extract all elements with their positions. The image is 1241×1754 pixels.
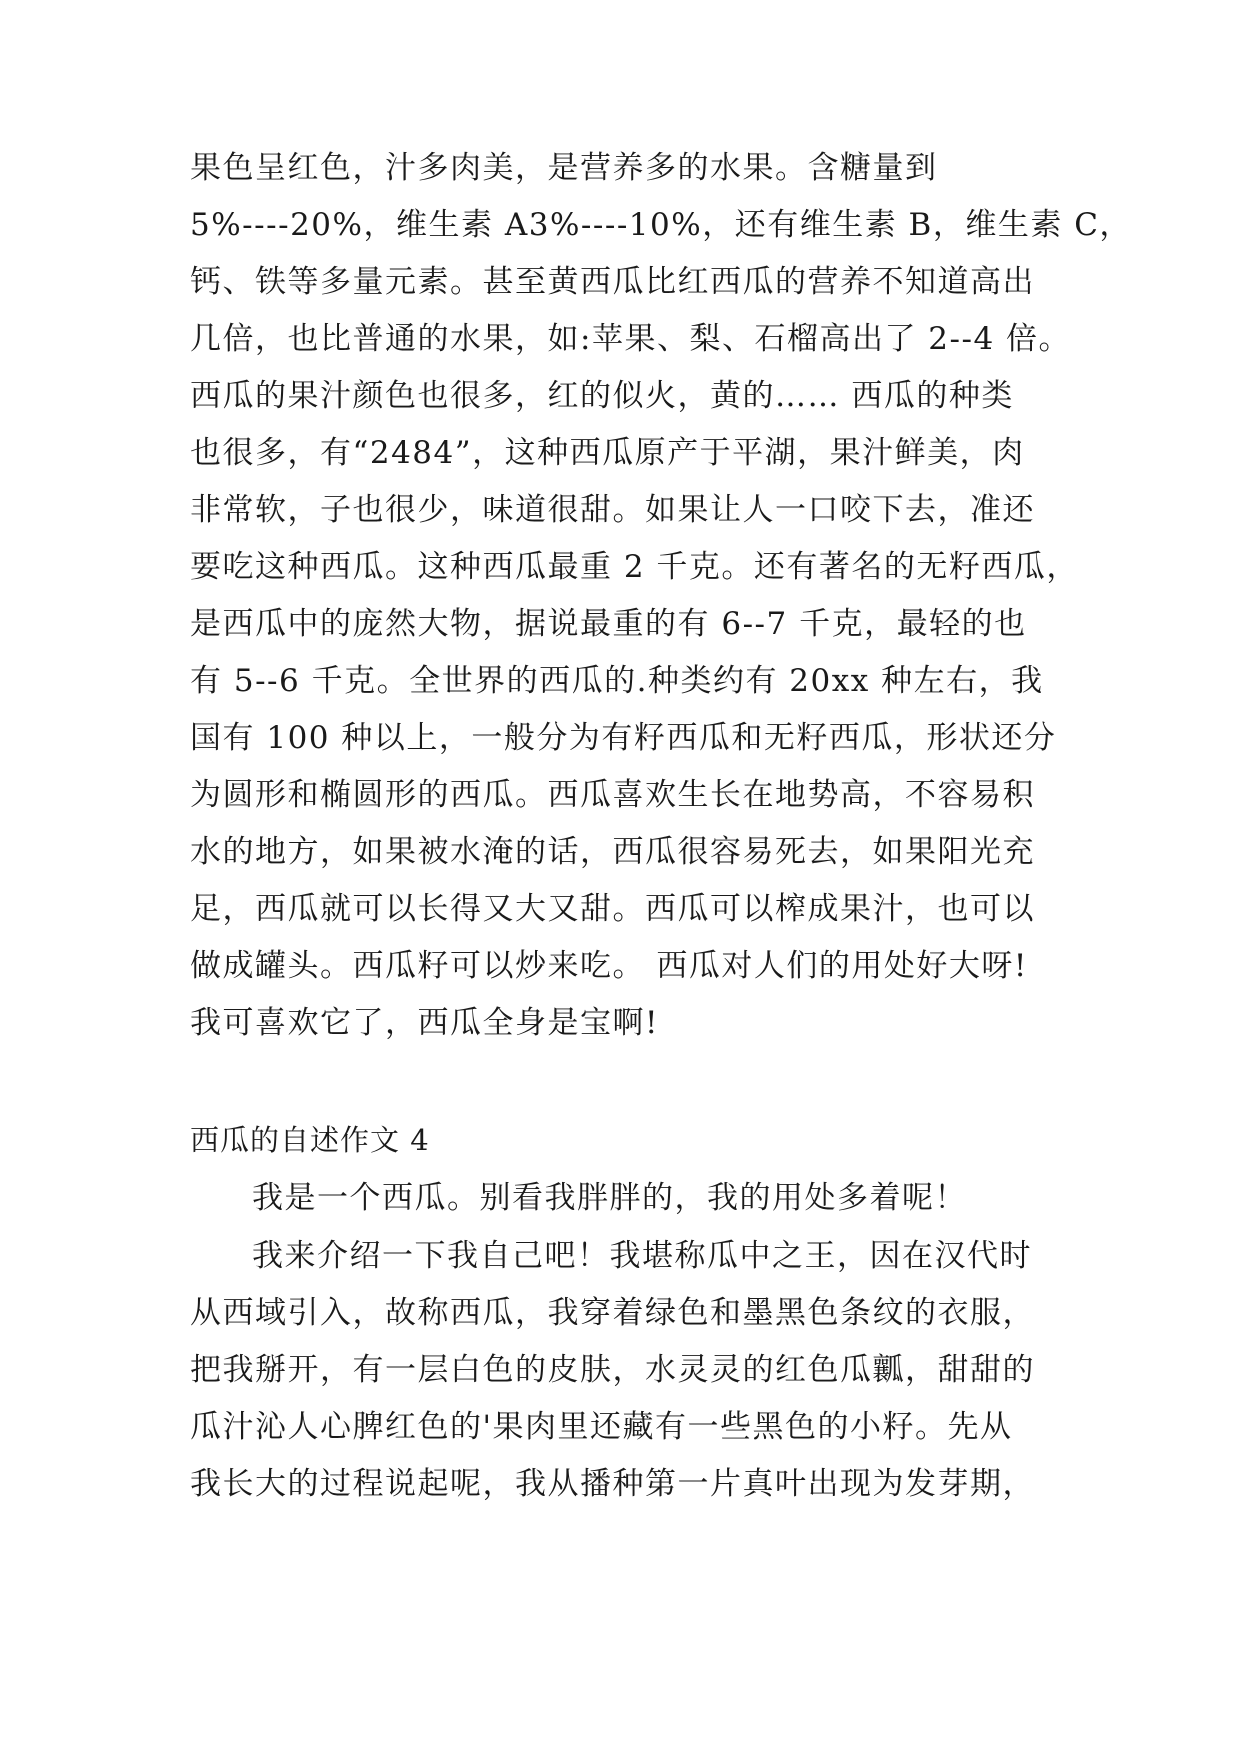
body-text-line: 5%----20%，维生素 A3%----10%，还有维生素 B，维生素 C， (190, 207, 1132, 243)
body-text-line: 瓜汁沁人心脾红色的'果肉里还藏有一些黑色的小籽。先从 (190, 1409, 1013, 1445)
body-text-line: 要吃这种西瓜。这种西瓜最重 2 千克。还有著名的无籽西瓜， (190, 549, 1079, 585)
section-title: 西瓜的自述作文 4 (190, 1123, 430, 1157)
body-text-line: 把我掰开，有一层白色的皮肤，水灵灵的红色瓜瓤，甜甜的 (190, 1352, 1035, 1388)
body-text-line: 非常软，子也很少，味道很甜。如果让人一口咬下去，准还 (190, 492, 1035, 528)
body-text-line: 是西瓜中的庞然大物，据说最重的有 6--7 千克，最轻的也 (190, 606, 1027, 642)
body-text-line: 国有 100 种以上，一般分为有籽西瓜和无籽西瓜，形状还分 (190, 720, 1057, 756)
body-text-line: 我来介绍一下我自己吧！我堪称瓜中之王，因在汉代时 (252, 1238, 1032, 1274)
body-text-line: 从西域引入，故称西瓜，我穿着绿色和墨黑色条纹的衣服， (190, 1295, 1035, 1331)
body-text-line: 钙、铁等多量元素。甚至黄西瓜比红西瓜的营养不知道高出 (190, 264, 1035, 300)
body-text-line: 有 5--6 千克。全世界的西瓜的.种类约有 20xx 种左右，我 (190, 663, 1044, 699)
body-text-line: 果色呈红色，汁多肉美，是营养多的水果。含糖量到 (190, 150, 938, 186)
body-text-line: 我是一个西瓜。别看我胖胖的，我的用处多着呢！ (252, 1180, 967, 1216)
body-text-line: 西瓜的果汁颜色也很多，红的似火，黄的…… 西瓜的种类 (190, 378, 1014, 414)
body-text-line: 为圆形和椭圆形的西瓜。西瓜喜欢生长在地势高，不容易积 (190, 777, 1035, 813)
body-text-line: 足，西瓜就可以长得又大又甜。西瓜可以榨成果汁，也可以 (190, 891, 1035, 927)
body-text-line: 几倍，也比普通的水果，如:苹果、梨、石榴高出了 2--4 倍。 (190, 321, 1072, 357)
body-text-line: 我可喜欢它了，西瓜全身是宝啊! (190, 1005, 659, 1041)
body-text-line: 做成罐头。西瓜籽可以炒来吃。 西瓜对人们的用处好大呀! (190, 948, 1028, 984)
body-text-line: 我长大的过程说起呢，我从播种第一片真叶出现为发芽期， (190, 1466, 1035, 1502)
body-text-line: 也很多，有“2484”，这种西瓜原产于平湖，果汁鲜美，肉 (190, 435, 1025, 471)
body-text-line: 水的地方，如果被水淹的话，西瓜很容易死去，如果阳光充 (190, 834, 1035, 870)
